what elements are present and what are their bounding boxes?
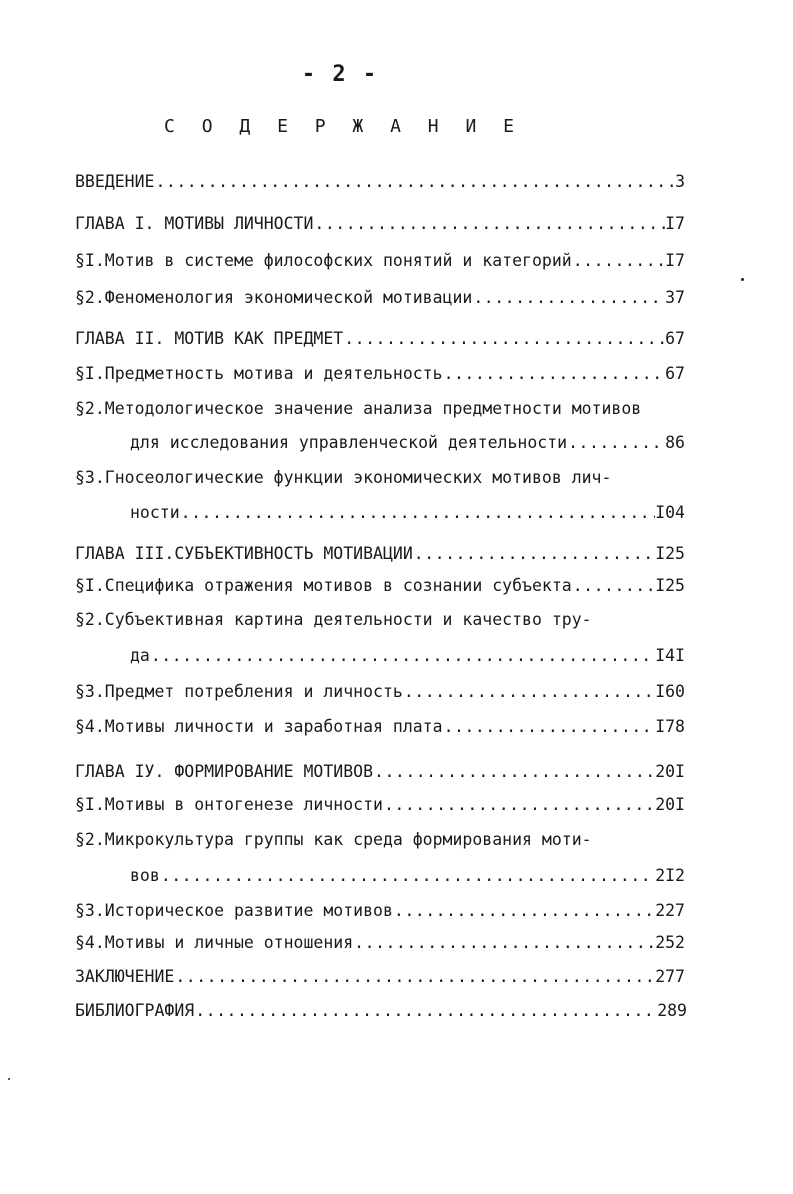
leader-dots	[472, 286, 665, 310]
toc-entry-text: ГЛАВА IУ. ФОРМИРОВАНИЕ МОТИВОВ	[75, 762, 374, 781]
toc-entry-page: 20I	[655, 762, 685, 781]
toc-entry-text: вов	[130, 866, 160, 885]
toc-entry-text: ГЛАВА II. МОТИВ КАК ПРЕДМЕТ	[75, 329, 344, 348]
toc-entry-text: §2.Микрокультура группы как среда формирования моти-	[75, 830, 592, 849]
leader-dots	[150, 644, 655, 668]
toc-entry-text: §I.Специфика отражения мотивов в сознании субъекта	[75, 576, 572, 595]
leader-dots	[160, 864, 655, 888]
toc-entry-page: I60	[655, 682, 685, 701]
toc-entry	[75, 828, 685, 852]
toc-entry-page: 20I	[655, 795, 685, 814]
toc-entry	[130, 644, 685, 668]
toc-entry-text: §I.Мотив в системе философских понятий и категорий	[75, 251, 572, 270]
toc-entry-page: I25	[655, 544, 685, 563]
leader-dots	[572, 574, 655, 598]
toc-entry-page: 86	[665, 433, 685, 452]
toc-entry	[75, 999, 687, 1023]
leader-dots	[174, 965, 655, 989]
toc-entry-page: 289	[657, 1001, 687, 1020]
toc-entry-text: §2.Субъективная картина деятельности и качество тру-	[75, 610, 592, 629]
toc-entry	[75, 286, 685, 310]
leader-dots	[403, 680, 655, 704]
toc-entry-text: §2.Феноменология экономической мотивации	[75, 288, 473, 307]
toc-entry	[75, 931, 685, 955]
toc-entry-page: 227	[655, 901, 685, 920]
toc-entry-page: 37	[665, 288, 685, 307]
toc-entry-text: §I.Предметность мотива и деятельность	[75, 364, 443, 383]
toc-entry	[75, 899, 685, 923]
toc-entry	[75, 715, 685, 739]
toc-entry-text: для исследования управленческой деятельности	[130, 433, 568, 452]
leader-dots	[373, 760, 655, 784]
toc-entry	[75, 397, 685, 421]
toc-entry	[75, 466, 685, 490]
toc-entry-text: ГЛАВА III.СУБЪЕКТИВНОСТЬ МОТИВАЦИИ	[75, 544, 413, 563]
toc-entry-text: §3.Историческое развитие мотивов	[75, 901, 393, 920]
toc-entry-text: да	[130, 646, 150, 665]
toc-entry-page: 67	[665, 329, 685, 348]
leader-dots	[343, 327, 665, 351]
leader-dots	[567, 431, 665, 455]
toc-entry	[75, 362, 685, 386]
toc-entry-page: 252	[655, 933, 685, 952]
toc-entry-page: I4I	[655, 646, 685, 665]
toc-entry-page: I7	[665, 214, 685, 233]
toc-entry	[75, 680, 685, 704]
toc-entry-text: §3.Предмет потребления и личность	[75, 682, 403, 701]
toc-entry-page: I04	[655, 503, 685, 522]
toc-entry-page: 2I2	[655, 866, 685, 885]
toc-entry-text: §3.Гносеологические функции экономических мотивов лич-	[75, 468, 612, 487]
toc-entry-page: 277	[655, 967, 685, 986]
toc-entry-text: §2.Методологическое значение анализа предметности мотивов	[75, 399, 642, 418]
toc-entry	[75, 249, 685, 273]
toc-entry-page: 3	[675, 172, 685, 191]
toc-entry-page: I78	[655, 717, 685, 736]
page-number: - 2 -	[301, 62, 379, 87]
toc-entry	[75, 212, 685, 236]
leader-dots	[393, 899, 655, 923]
toc-entry	[75, 793, 685, 817]
toc-entry	[75, 760, 685, 784]
toc-entry	[130, 501, 685, 525]
leader-dots	[572, 249, 665, 273]
toc-entry-text: §4.Мотивы личности и заработная плата	[75, 717, 443, 736]
toc-entry-page: 67	[665, 364, 685, 383]
toc-title: С О Д Е Р Ж А Н И Е	[164, 116, 522, 137]
toc-entry	[75, 542, 685, 566]
toc-entry-text: §I.Мотивы в онтогенезе личности	[75, 795, 383, 814]
toc-entry-page: I25	[655, 576, 685, 595]
leader-dots	[180, 501, 656, 525]
toc-entry-text: БИБЛИОГРАФИЯ	[75, 1001, 195, 1020]
toc-entry	[130, 431, 685, 455]
scan-speck	[8, 1078, 10, 1080]
leader-dots	[383, 793, 655, 817]
leader-dots	[443, 715, 656, 739]
toc-entry	[75, 608, 685, 632]
toc-entry	[75, 574, 685, 598]
leader-dots	[313, 212, 665, 236]
toc-entry	[75, 965, 685, 989]
toc-entry	[75, 327, 685, 351]
leader-dots	[443, 362, 666, 386]
toc-entry-text: ности	[130, 503, 180, 522]
toc-entry-page: I7	[665, 251, 685, 270]
toc-entry-text: ВВЕДЕНИЕ	[75, 172, 155, 191]
toc-entry-text: §4.Мотивы и личные отношения	[75, 933, 354, 952]
leader-dots	[194, 999, 657, 1023]
toc-entry	[75, 170, 685, 194]
toc-entry-text: ГЛАВА I. МОТИВЫ ЛИЧНОСТИ	[75, 214, 314, 233]
leader-dots	[154, 170, 675, 194]
toc-entry-text: ЗАКЛЮЧЕНИЕ	[75, 967, 175, 986]
leader-dots	[353, 931, 655, 955]
leader-dots	[413, 542, 655, 566]
scan-speck	[741, 278, 744, 281]
toc-entry	[130, 864, 685, 888]
